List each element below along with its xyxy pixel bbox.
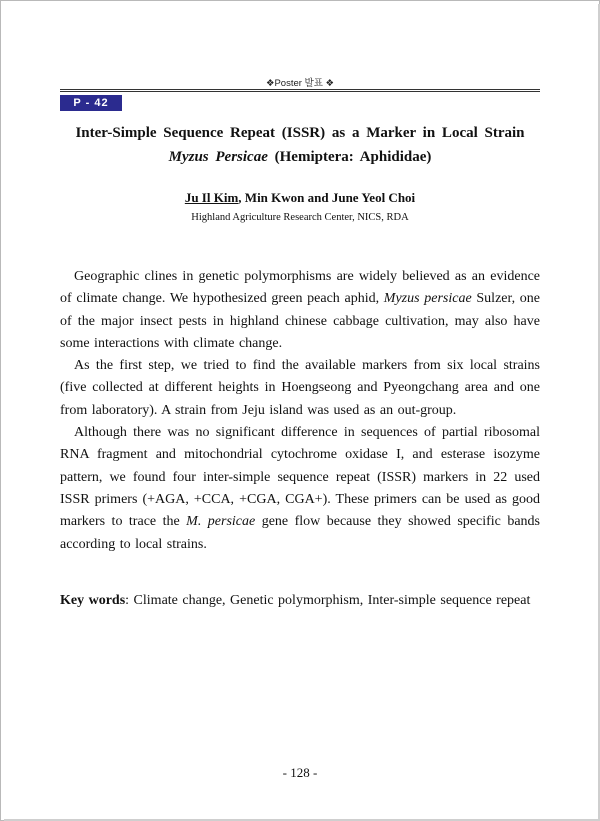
authors	[0, 190, 600, 206]
abstract-paragraph-2: As the first step, we tried to find the available markers from six local strains (five collected at different heights in Hoengseong and Pyeongchang area and one from laboratory). A strain from Jeju island was used as an out-group.	[60, 358, 540, 418]
affiliation: Highland Agriculture Research Center, NICS, RDA	[191, 212, 409, 223]
keywords	[60, 590, 540, 612]
abstract-paragraph-1	[60, 266, 540, 355]
p3-text-b: gene flow because they showed specific bands according to local strains.	[60, 514, 540, 552]
p3-species: M. persicae	[186, 514, 256, 530]
header-rule-double	[60, 91, 540, 92]
abstract-body	[60, 266, 540, 556]
p1-text-a: Geographic clines in genetic polymorphisms are widely believed as an evidence of climate change. We hypothesized green peach aphid,	[60, 269, 540, 307]
keywords-text: : Climate change, Genetic polymorphism, Inter-simple sequence repeat	[125, 593, 531, 608]
presenting-author: Ju Il Kim	[184, 190, 239, 205]
title-line-1: Inter-Simple Sequence Repeat (ISSR) as a Marker in Local Strain	[75, 125, 525, 141]
p3-text-a: Although there was no significant difference in sequences of partial ribosomal RNA fragment and mitochondrial cytochrome oxidase I, and esterase isozyme pattern, we found four inter-simple sequence repeat (ISSR) markers in 22 used ISSR primers (+AGA, +CCA, +CGA, CGA+). These primers can be used as good markers to trace the	[60, 425, 540, 530]
poster-label-badge: P - 42	[60, 95, 122, 111]
co-authors: , Min Kwon and June Yeol Choi	[238, 190, 416, 205]
p1-species: Myzus persicae	[383, 291, 472, 307]
title-order: (Hemiptera: Aphididae)	[267, 149, 432, 165]
paper-title	[60, 121, 540, 169]
header-rule	[60, 89, 540, 90]
keywords-label: Key words	[60, 593, 126, 608]
title-species: Myzus Persicae	[168, 149, 268, 165]
abstract-paragraph-3	[60, 422, 540, 556]
page-number: - 128 -	[282, 765, 318, 780]
p1-text-b: Sulzer, one of the major insect pests in highland chinese cabbage cultivation, may also have some interactions with climate change.	[60, 291, 541, 351]
running-head: ❖Poster 발표 ❖	[265, 78, 335, 89]
